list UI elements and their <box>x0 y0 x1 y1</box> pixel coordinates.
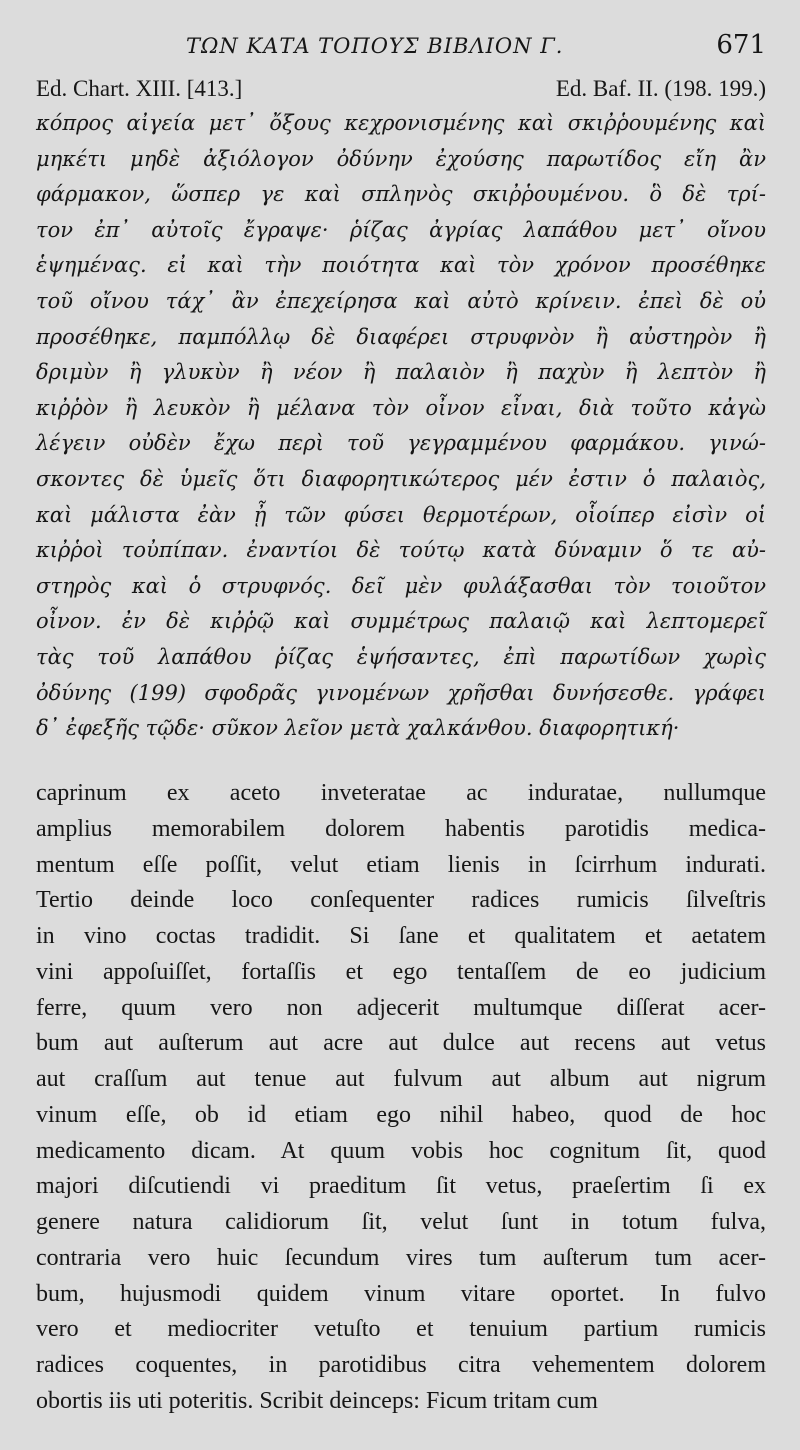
latin-line: obortis iis uti poteritis. Scribit deinceps: Ficum tritam cum <box>36 1387 598 1414</box>
greek-line: οἶνον. ἐν δὲ κιῤῥῷ καὶ συμμέτρως παλαιῷ καὶ λεπτομερεῖ <box>36 609 766 634</box>
greek-line: προσέθηκε, παμπόλλῳ δὲ διαφέρει στρυφνὸν ἢ αὐστηρὸν ἢ <box>36 324 766 349</box>
latin-line: ferre, quum vero non adjecerit multumque diſſerat acer- <box>36 994 766 1021</box>
edition-basel-reference: Ed. Baf. II. (198. 199.) <box>555 76 766 101</box>
greek-line: μηκέτι μηδὲ ἀξιόλογον ὀδύνην ἐχούσης παρωτίδος εἴη ἂν <box>36 146 766 171</box>
greek-line: φάρμακον, ὥσπερ γε καὶ σπληνὸς σκιῤῥουμένου. ὃ δὲ τρί- <box>36 182 766 207</box>
latin-line: caprinum ex aceto inveteratae ac induratae, nullumque <box>36 780 766 806</box>
latin-line: Tertio deinde loco conſequenter radices rumicis ſilveſtris <box>36 887 766 914</box>
greek-line: σκοντες δὲ ὑμεῖς ὅτι διαφορητικώτερος μέν ἐστιν ὁ παλαιὸς, <box>36 466 766 491</box>
greek-line: καὶ μάλιστα ἐὰν ᾖ τῶν φύσει θερμοτέρων, οἷοίπερ εἰσὶν οἱ <box>36 502 766 527</box>
greek-line: δ᾽ ἐφεξῆς τῷδε· σῦκον λεῖον μετὰ χαλκάνθου. διαφορητική· <box>36 716 680 741</box>
latin-line: vero et mediocriter vetuſto et tenuium partium rumicis <box>36 1316 766 1343</box>
greek-line: τοῦ οἴνου τάχ᾽ ἂν ἐπεχείρησα καὶ αὐτὸ κρίνειν. ἐπεὶ δὲ οὐ <box>36 288 766 313</box>
greek-line: ὀδύνης (199) σφοδρᾶς γινομένων χρῆσθαι δυνήσεσθε. γράφει <box>36 680 766 705</box>
latin-line: medicamento dicam. At quum vobis hoc cognitum ſit, quod <box>36 1137 766 1164</box>
latin-line: vinum eſſe, ob id etiam ego nihil habeo, quod de hoc <box>36 1101 766 1128</box>
latin-line: vini appoſuiſſet, fortaſſis et ego tentaſſem de eo judicium <box>36 958 766 985</box>
latin-line: mentum eſſe poſſit, velut etiam lienis in ſcirrhum indurati. <box>36 851 766 878</box>
latin-line: in vino coctas tradidit. Si ſane et qualitatem et aetatem <box>36 923 766 949</box>
latin-line: amplius memorabilem dolorem habentis parotidis medica- <box>36 815 766 842</box>
running-head-title: ΤΩΝ ΚΑΤΑ ΤΟΠΟΥΣ ΒΙΒΛΙΟΝ Γ. <box>186 34 564 58</box>
greek-line: κόπρος αἰγεία μετ᾽ ὄξους κεχρονισμένης καὶ σκιῤῥουμένης καὶ <box>36 111 766 135</box>
edition-chart-reference: Ed. Chart. XIII. [413.] <box>36 76 243 101</box>
greek-line: κιῤῥὸν ἢ λευκὸν ἢ μέλανα τὸν οἶνον εἶναι, διὰ τοῦτο κἀγὼ <box>36 395 766 420</box>
latin-line: bum, hujusmodi quidem vinum vitare oportet. In fulvo <box>36 1280 766 1307</box>
latin-translation-block <box>36 776 766 1420</box>
latin-line: aut craſſum aut tenue aut fulvum aut album aut nigrum <box>36 1066 766 1092</box>
latin-line: contraria vero huic ſecundum vires tum auſterum tum acer- <box>36 1244 766 1271</box>
page-number: 671 <box>716 30 766 60</box>
greek-line: τον ἐπ᾽ αὐτοῖς ἔγραψε· ῥίζας ἀγρίας λαπάθου μετ᾽ οἴνου <box>36 217 766 242</box>
greek-line: στηρὸς καὶ ὁ στρυφνός. δεῖ μὲν φυλάξασθαι τὸν τοιοῦτον <box>36 573 766 598</box>
latin-line: bum aut auſterum aut acre aut dulce aut recens aut vetus <box>36 1030 766 1057</box>
edition-reference-line <box>36 76 766 108</box>
greek-line: κιῤῥοὶ τοὐπίπαν. ἐναντίοι δὲ τούτῳ κατὰ δύναμιν ὅ τε αὐ- <box>36 538 766 563</box>
greek-line: τὰς τοῦ λαπάθου ῥίζας ἑψήσαντες, ἐπὶ παρωτίδων χωρὶς <box>36 644 766 669</box>
greek-line: ἑψημένας. εἰ καὶ τὴν ποιότητα καὶ τὸν χρόνον προσέθηκε <box>36 253 766 278</box>
greek-line: λέγειν οὐδὲν ἔχω περὶ τοῦ γεγραμμένου φαρμάκου. γινώ- <box>36 431 766 456</box>
greek-line: δριμὺν ἢ γλυκὺν ἢ νέον ἢ παλαιὸν ἢ παχὺν ἢ λεπτὸν ἢ <box>36 360 766 385</box>
greek-text-block <box>36 106 766 747</box>
running-head <box>0 26 800 66</box>
latin-line: genere natura calidiorum ſit, velut ſunt in totum fulva, <box>36 1209 766 1235</box>
latin-line: majori diſcutiendi vi praeditum ſit vetus, praeſertim ſi ex <box>36 1173 766 1200</box>
latin-line: radices coquentes, in parotidibus citra vehementem dolorem <box>36 1352 766 1378</box>
